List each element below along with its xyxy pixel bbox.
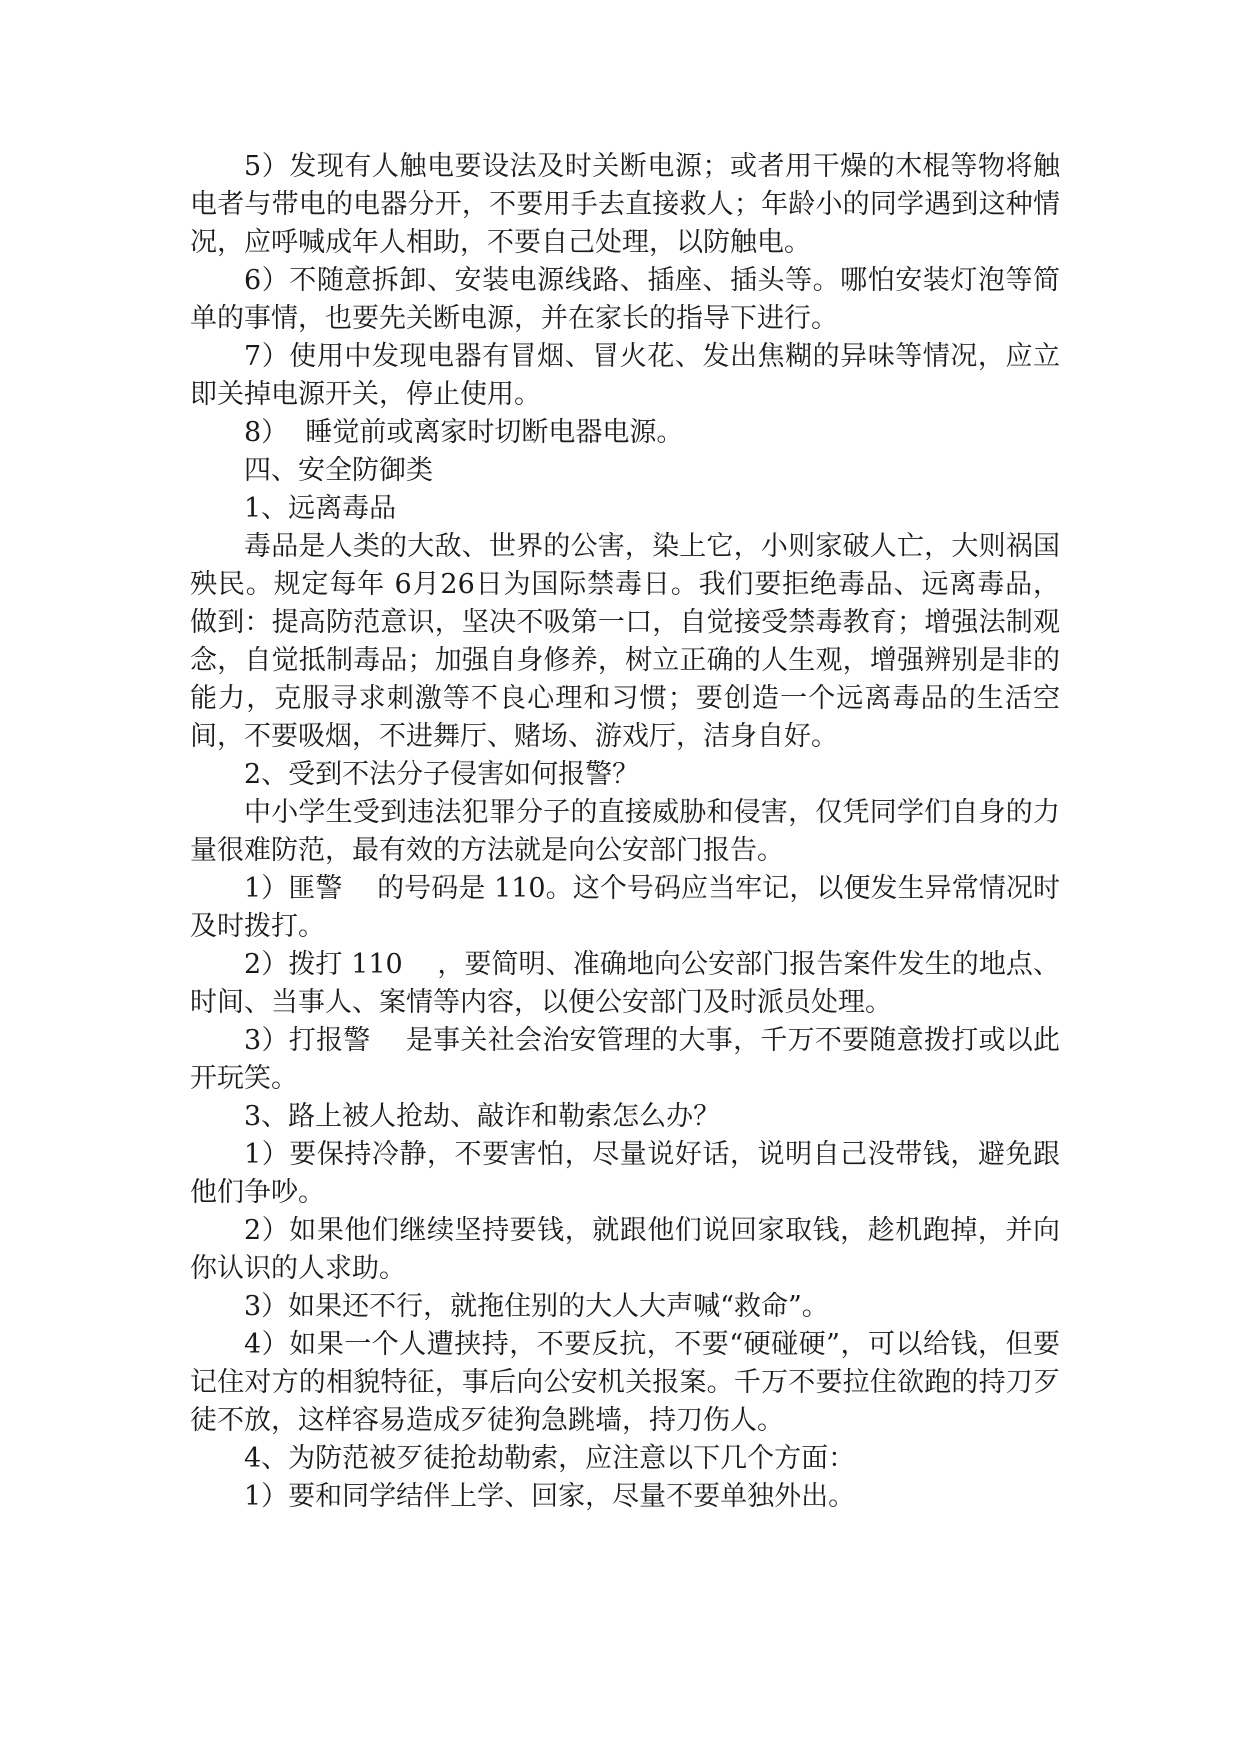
paragraph: 1）匪警 的号码是 110。这个号码应当牢记，以便发生异常情况时及时拨打。 xyxy=(190,873,1060,942)
paragraph: 1）要和同学结伴上学、回家，尽量不要单独外出。 xyxy=(244,1481,856,1512)
paragraph: 7）使用中发现电器有冒烟、冒火花、发出焦糊的异味等情况，应立即关掉电源开关，停止使用。 xyxy=(190,341,1060,410)
paragraph: 2）如果他们继续坚持要钱，就跟他们说回家取钱，趁机跑掉，并向你认识的人求助。 xyxy=(190,1215,1060,1284)
subsection-heading: 2、受到不法分子侵害如何报警？ xyxy=(244,759,640,790)
paragraph: 4）如果一个人遭挟持，不要反抗，不要“硬碰硬”，可以给钱，但要记住对方的相貌特征，事后向公安机关报案。千万不要拉住欲跑的持刀歹徒不放，这样容易造成歹徒狗急跳墙，持刀伤人。 xyxy=(190,1329,1060,1436)
subsection-heading: 3、路上被人抢劫、敲诈和勒索怎么办？ xyxy=(244,1101,721,1132)
subsection-heading: 1、远离毒品 xyxy=(244,493,397,524)
paragraph: 8） 睡觉前或离家时切断电器电源。 xyxy=(244,417,684,448)
paragraph: 3）打报警 是事关社会治安管理的大事，千万不要随意拨打或以此开玩笑。 xyxy=(190,1025,1060,1094)
paragraph: 3）如果还不行，就拖住别的大人大声喊“救命”。 xyxy=(244,1291,829,1322)
paragraph: 6）不随意拆卸、安装电源线路、插座、插头等。哪怕安装灯泡等简单的事情，也要先关断电源，并在家长的指导下进行。 xyxy=(190,265,1060,334)
paragraph: 1）要保持冷静，不要害怕，尽量说好话，说明自己没带钱，避免跟他们争吵。 xyxy=(190,1139,1060,1208)
section-heading: 四、安全防御类 xyxy=(244,455,433,486)
subsection-heading: 4、为防范被歹徒抢劫勒索，应注意以下几个方面： xyxy=(244,1443,856,1474)
document-body xyxy=(190,148,1060,1516)
paragraph: 2）拨打 110 ，要简明、准确地向公安部门报告案件发生的地点、时间、当事人、案情等内容，以便公安部门及时派员处理。 xyxy=(190,949,1060,1018)
paragraph: 毒品是人类的大敌、世界的公害，染上它，小则家破人亡，大则祸国殃民。规定每年 6月26日为国际禁毒日。我们要拒绝毒品、远离毒品，做到：提高防范意识，坚决不吸第一口，自觉接受禁毒教育；增强法制观念，自觉抵制毒品；加强自身修养，树立正确的人生观，增强辨别是非的能力，克服寻求刺激等不良心理和习惯；要创造一个远离毒品的生活空间，不要吸烟，不进舞厅、赌场、游戏厅，洁身自好。 xyxy=(190,531,1060,752)
paragraph: 5）发现有人触电要设法及时关断电源；或者用干燥的木棍等物将触电者与带电的电器分开，不要用手去直接救人；年龄小的同学遇到这种情况，应呼喊成年人相助，不要自己处理，以防触电。 xyxy=(190,151,1060,258)
paragraph: 中小学生受到违法犯罪分子的直接威胁和侵害，仅凭同学们自身的力量很难防范，最有效的方法就是向公安部门报告。 xyxy=(190,797,1060,866)
